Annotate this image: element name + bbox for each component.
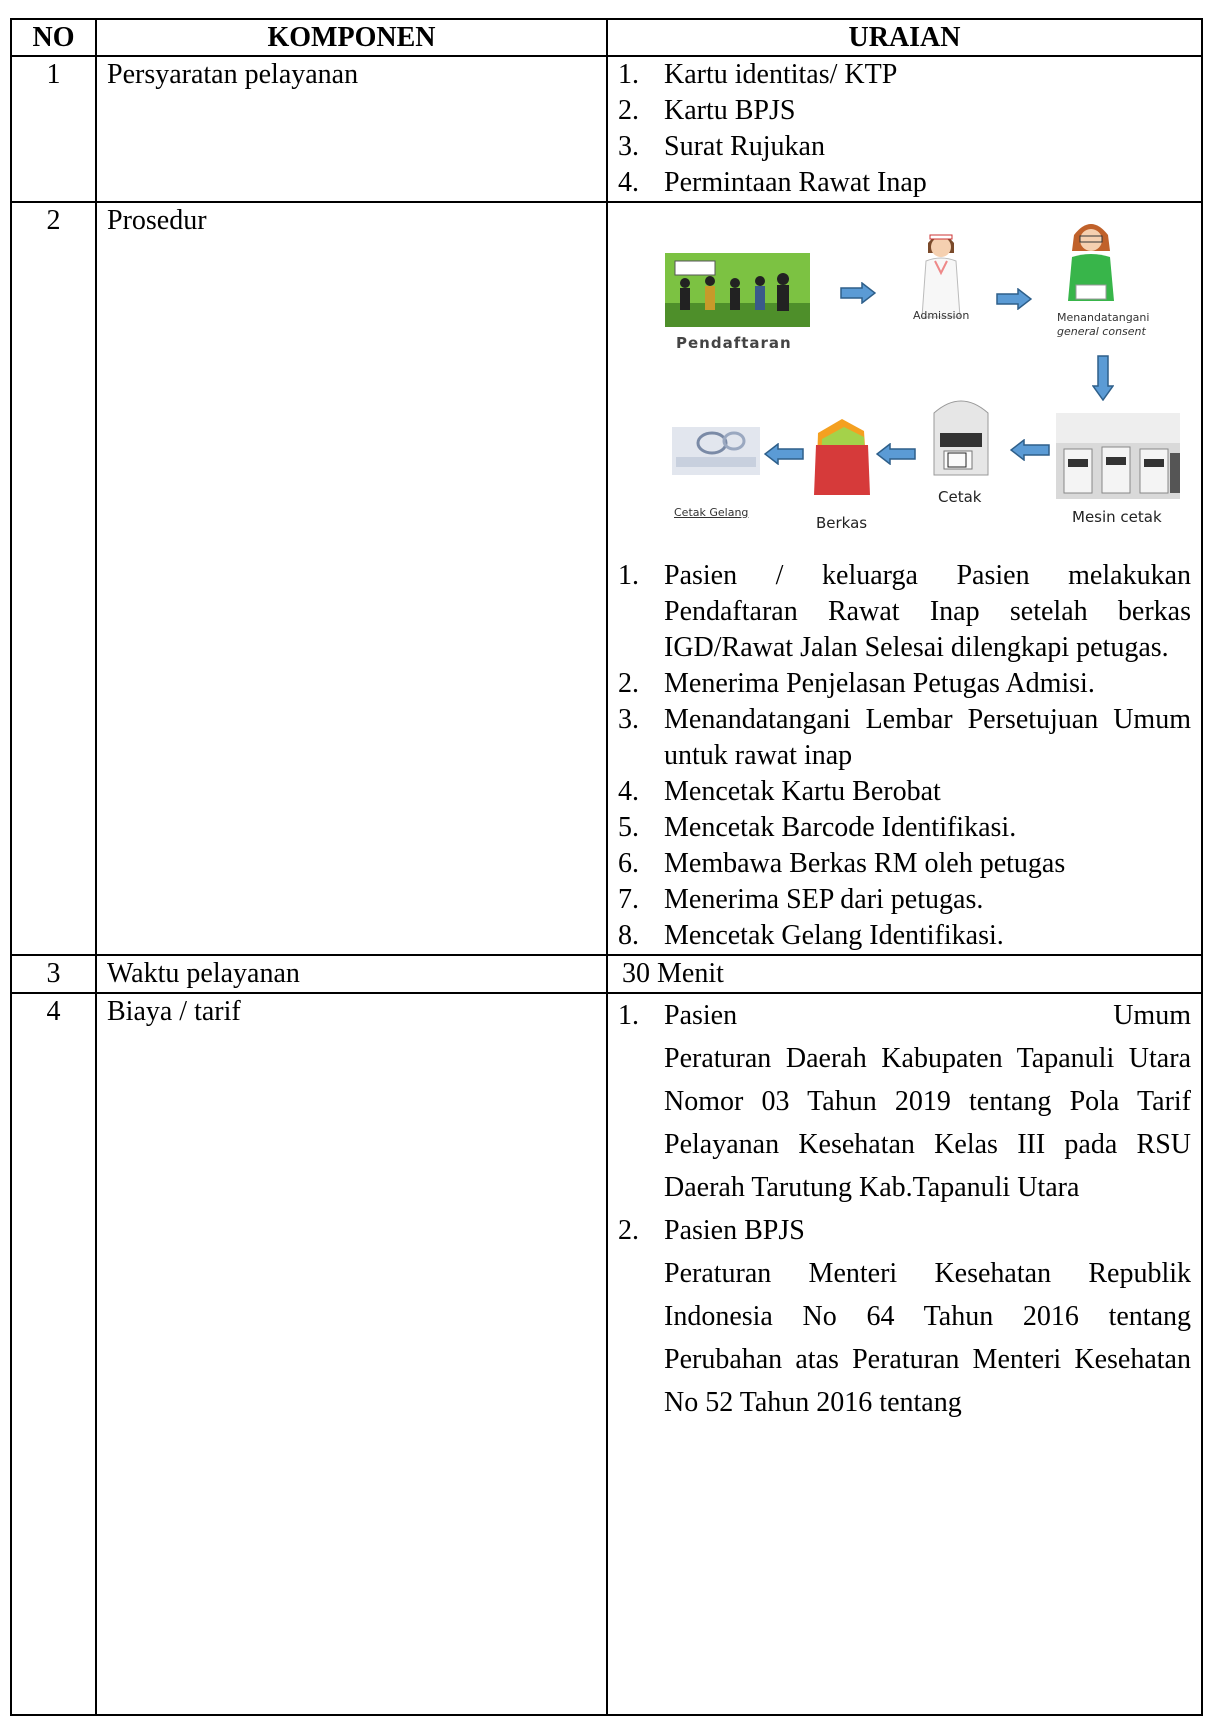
registration-illustration bbox=[665, 253, 810, 327]
table-row bbox=[11, 955, 1202, 993]
row-number: 2 bbox=[11, 202, 96, 955]
service-standard-table bbox=[10, 18, 1203, 1716]
row-komponen: Prosedur bbox=[96, 202, 607, 955]
procedure-flow-diagram bbox=[618, 203, 1193, 563]
item-number: 7. bbox=[618, 884, 639, 915]
item-number: 2. bbox=[618, 668, 639, 699]
label-admission: Admission bbox=[913, 309, 970, 322]
label-general-consent: general consent bbox=[1057, 325, 1146, 338]
row-number: 1 bbox=[11, 56, 96, 202]
table-row bbox=[11, 56, 1202, 202]
item-number: 3. bbox=[618, 131, 639, 162]
item-heading: Pasien BPJS bbox=[664, 1215, 805, 1246]
folder-files-illustration bbox=[812, 415, 872, 497]
item-text: Menerima SEP dari petugas. bbox=[664, 884, 984, 915]
item-number: 5. bbox=[618, 812, 639, 843]
header-no: NO bbox=[11, 19, 96, 56]
header-uraian: URAIAN bbox=[607, 19, 1202, 56]
item-number: 1. bbox=[618, 1000, 639, 1031]
list-item bbox=[618, 165, 1191, 201]
item-text: Pasien / keluarga Pasien melakukan Pendaftaran Rawat Inap setelah berkas IGD/Rawat Jalan Selesai dilengkapi petugas. bbox=[664, 560, 1191, 663]
list-item bbox=[618, 666, 1191, 702]
item-text: Menandatangani Lembar Persetujuan Umum untuk rawat inap bbox=[664, 704, 1191, 771]
arrow-down-icon bbox=[1092, 355, 1114, 401]
arrow-right-icon bbox=[996, 288, 1032, 310]
list-item bbox=[618, 93, 1191, 129]
table-row bbox=[11, 993, 1202, 1715]
label-menandatangani: Menandatangani bbox=[1057, 311, 1150, 324]
list-item bbox=[618, 558, 1191, 666]
header-row bbox=[11, 19, 1202, 56]
requirements-list bbox=[618, 57, 1191, 201]
item-heading: Pasien Umum bbox=[664, 1000, 1191, 1031]
list-item bbox=[618, 994, 1191, 1209]
row-uraian bbox=[607, 202, 1202, 955]
item-text: Mencetak Kartu Berobat bbox=[664, 776, 941, 807]
item-text: Mencetak Gelang Identifikasi. bbox=[664, 920, 1004, 951]
list-item bbox=[618, 846, 1191, 882]
item-text: Peraturan Menteri Kesehatan Republik Indonesia No 64 Tahun 2016 tentang Perubahan atas Peraturan Menteri Kesehatan No 52 Tahun 2016 tentang bbox=[664, 1258, 1191, 1418]
printing-machines-photo bbox=[1056, 413, 1180, 499]
row-number: 3 bbox=[11, 955, 96, 993]
row-number: 4 bbox=[11, 993, 96, 1715]
item-text: Membawa Berkas RM oleh petugas bbox=[664, 848, 1066, 879]
label-mesin-cetak: Mesin cetak bbox=[1072, 508, 1162, 526]
label-cetak-gelang: Cetak Gelang bbox=[674, 506, 749, 519]
row-komponen: Persyaratan pelayanan bbox=[96, 56, 607, 202]
item-number: 2. bbox=[618, 95, 639, 126]
item-number: 3. bbox=[618, 704, 639, 735]
list-item bbox=[618, 57, 1191, 93]
table-row bbox=[11, 202, 1202, 955]
item-number: 4. bbox=[618, 167, 639, 198]
item-text: Permintaan Rawat Inap bbox=[664, 167, 927, 198]
item-text: Menerima Penjelasan Petugas Admisi. bbox=[664, 668, 1095, 699]
row-uraian bbox=[607, 955, 1202, 993]
item-text: Surat Rujukan bbox=[664, 131, 825, 162]
item-number: 2. bbox=[618, 1215, 639, 1246]
list-item bbox=[618, 129, 1191, 165]
tariff-list bbox=[618, 994, 1191, 1424]
list-item bbox=[618, 1209, 1191, 1424]
item-text: Kartu BPJS bbox=[664, 95, 796, 126]
arrow-left-icon bbox=[876, 443, 916, 465]
label-pendaftaran: Pendaftaran bbox=[676, 334, 792, 352]
item-text: Peraturan Daerah Kabupaten Tapanuli Utara Nomor 03 Tahun 2019 tentang Pola Tarif Pelayanan Kesehatan Kelas III pada RSU Daerah Tarutung Kab.Tapanuli Utara bbox=[664, 1043, 1191, 1203]
arrow-left-icon bbox=[1010, 439, 1050, 461]
item-number: 1. bbox=[618, 59, 639, 90]
card-printer-photo bbox=[926, 393, 996, 483]
signing-illustration bbox=[1056, 215, 1126, 307]
item-text: Kartu identitas/ KTP bbox=[664, 59, 898, 90]
item-number: 4. bbox=[618, 776, 639, 807]
arrow-right-icon bbox=[840, 282, 876, 304]
item-number: 8. bbox=[618, 920, 639, 951]
row-uraian bbox=[607, 56, 1202, 202]
wristband-photo bbox=[672, 427, 760, 475]
list-item bbox=[618, 810, 1191, 846]
list-item bbox=[618, 702, 1191, 774]
list-item bbox=[618, 918, 1191, 954]
item-number: 1. bbox=[618, 560, 639, 591]
header-komponen: KOMPONEN bbox=[96, 19, 607, 56]
item-text: Mencetak Barcode Identifikasi. bbox=[664, 812, 1017, 843]
arrow-left-icon bbox=[764, 443, 804, 465]
list-item bbox=[618, 774, 1191, 810]
label-cetak: Cetak bbox=[938, 488, 982, 506]
item-number: 6. bbox=[618, 848, 639, 879]
row-komponen: Waktu pelayanan bbox=[96, 955, 607, 993]
label-berkas: Berkas bbox=[816, 514, 868, 532]
procedure-list bbox=[618, 558, 1191, 954]
list-item bbox=[618, 882, 1191, 918]
service-time-value: 30 Menit bbox=[622, 958, 724, 989]
row-uraian bbox=[607, 993, 1202, 1715]
row-komponen: Biaya / tarif bbox=[96, 993, 607, 1715]
